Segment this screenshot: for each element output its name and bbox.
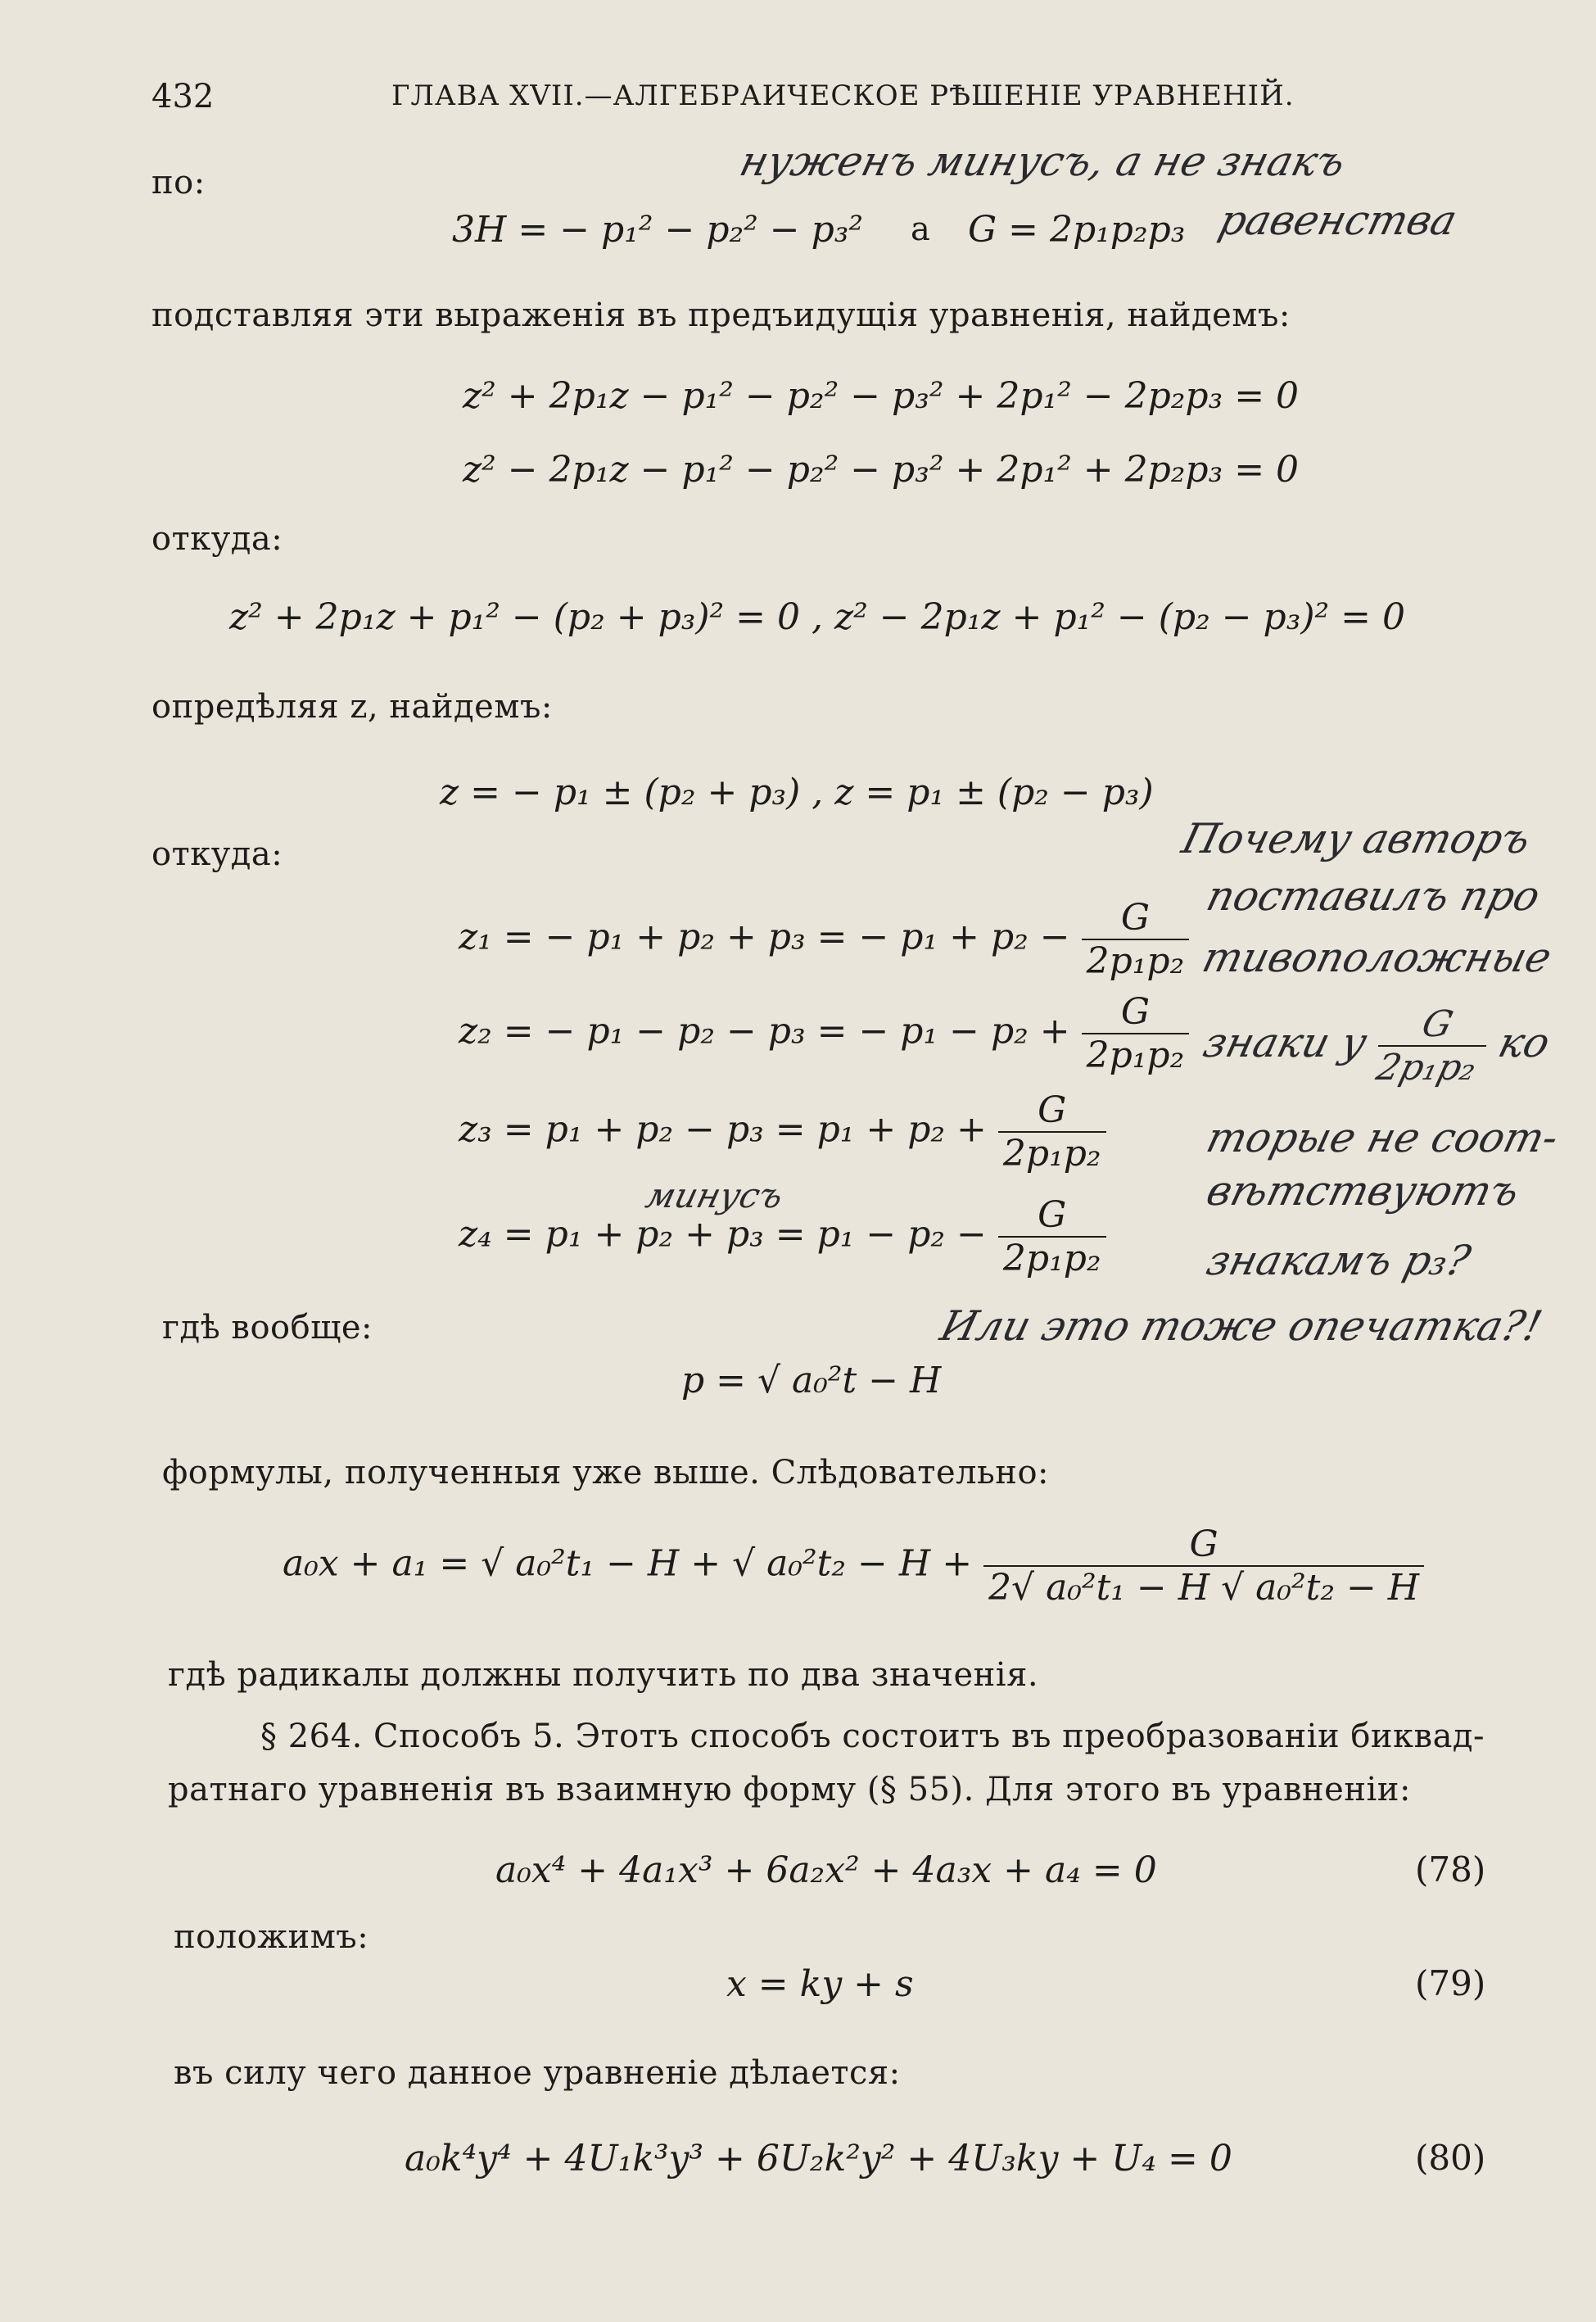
z4-fraction-num: G [998, 1194, 1106, 1238]
equation-main-left: a₀x + a₁ = √ a₀²t₁ − H + √ a₀²t₂ − H + [283, 1542, 973, 1585]
equation-a2: z² − 2p₁z − p₁² − p₂² − p₃² + 2p₁² + 2p₂p₃ = 0 [463, 449, 1300, 491]
text-a: а [911, 210, 931, 248]
z1-fraction [1082, 897, 1190, 982]
equation-main-num: G [983, 1523, 1424, 1567]
equation-80-number: (80) [1415, 2138, 1486, 2178]
equation-z3 [459, 1089, 1106, 1175]
margin-note-line-4-text: знаки у [1198, 1019, 1372, 1066]
margin-note-line-5: торые не соот- [1201, 1114, 1563, 1161]
page-number: 432 [151, 78, 215, 115]
equation-c: z = − p₁ ± (p₂ + p₃) , z = p₁ ± (p₂ − p₃) [440, 772, 1154, 813]
text-put: положимъ: [174, 1918, 369, 1956]
equation-main-den: 2√ a₀²t₁ − H √ a₀²t₂ − H [988, 1567, 1420, 1609]
z4-text: z₄ = p₁ + p₂ + p₃ = p₁ − p₂ − [459, 1213, 987, 1256]
z1-fraction-den: 2p₁p₂ [1086, 940, 1185, 982]
equation-79: x = ky + s [726, 1963, 914, 2005]
margin-note-line-4 [1193, 1003, 1558, 1089]
equation-78-number: (78) [1415, 1849, 1486, 1890]
text-whence-2: откуда: [151, 835, 283, 873]
z3-fraction-num: G [998, 1089, 1106, 1133]
handwritten-note-top-cont: равенства [1214, 197, 1463, 244]
text-section-264-cont: ратнаго уравненія въ взаимную форму (§ 55). Для этого въ уравненіи: [168, 1771, 1411, 1808]
text-radicals: гдѣ радикалы должны получить по два значенія. [168, 1656, 1039, 1694]
z3-fraction-den: 2p₁p₂ [1002, 1133, 1101, 1175]
z2-text: z₂ = − p₁ − p₂ − p₃ = − p₁ − p₂ + [459, 1010, 1070, 1052]
equation-z2 [459, 991, 1189, 1076]
equation-a1: z² + 2p₁z − p₁² − p₂² − p₃² + 2p₁² − 2p₂p₃ = 0 [463, 375, 1300, 417]
text-determining: опредѣляя z, найдемъ: [151, 688, 553, 726]
margin-note-line-1: Почему авторъ [1177, 815, 1535, 862]
handwritten-note-top: нуженъ минусъ, а не знакъ [735, 138, 1350, 185]
text-section-264: § 264. Способъ 5. Этотъ способъ состоитъ въ преобразованіи биквад- [260, 1718, 1485, 1755]
margin-note-fraction-den: 2p₁p₂ [1372, 1047, 1481, 1089]
z4-fraction [998, 1194, 1106, 1279]
text-by-virtue: въ силу чего данное уравненіе дѣлается: [174, 2054, 901, 2092]
z3-fraction [998, 1089, 1106, 1175]
equation-79-number: (79) [1415, 1963, 1486, 2003]
text-where-general: гдѣ вообще: [162, 1309, 373, 1347]
equation-80: a₀k⁴y⁴ + 4U₁k³y³ + 6U₂k²y² + 4U₃ky + U₄ = 0 [405, 2138, 1232, 2179]
z2-fraction-num: G [1082, 991, 1190, 1034]
equation-78: a₀x⁴ + 4a₁x³ + 6a₂x² + 4a₃x + a₄ = 0 [495, 1849, 1157, 1891]
text-whence-1: откуда: [151, 520, 283, 558]
equation-H: 3H = − p₁² − p₂² − p₃² [452, 209, 864, 251]
text-substituting: подставляя эти выраженія въ предъидущія уравненія, найдемъ: [151, 296, 1291, 334]
equation-z1 [459, 897, 1189, 982]
handwritten-minus-above-z4: минусъ [641, 1175, 788, 1215]
margin-note-fraction [1368, 1003, 1497, 1089]
running-title: ГЛАВА XVII.—АЛГЕБРАИЧЕСКОЕ РѢШЕНІЕ УРАВНЕНІЙ. [391, 79, 1295, 112]
equation-G: G = 2p₁p₂p₃ [968, 209, 1186, 251]
text-formulas-above: формулы, полученныя уже выше. Слѣдовательно: [162, 1454, 1050, 1491]
equation-main-fraction [983, 1523, 1424, 1609]
z2-fraction [1082, 991, 1190, 1076]
z1-text: z₁ = − p₁ + p₂ + p₃ = − p₁ + p₂ − [459, 916, 1070, 958]
margin-note-line-4b: ко [1494, 1019, 1555, 1066]
z1-fraction-num: G [1082, 897, 1190, 940]
equation-z4 [459, 1194, 1106, 1279]
margin-note-line-3: тивоположные [1197, 934, 1557, 981]
z3-text: z₃ = p₁ + p₂ − p₃ = p₁ + p₂ + [459, 1108, 987, 1151]
z4-fraction-den: 2p₁p₂ [1002, 1238, 1101, 1279]
margin-note-line-7: знакамъ p₃? [1201, 1237, 1476, 1284]
z2-fraction-den: 2p₁p₂ [1086, 1034, 1185, 1076]
margin-note-line-2: поставилъ про [1201, 872, 1545, 920]
margin-note-line-6: вѣтствуютъ [1201, 1167, 1525, 1215]
equation-main [283, 1523, 1424, 1609]
text-no: по: [151, 164, 206, 201]
equation-b: z² + 2p₁z + p₁² − (p₂ + p₃)² = 0 , z² − 2p₁z + p₁² − (p₂ − p₃)² = 0 [229, 596, 1405, 638]
margin-note-fraction-num: G [1378, 1003, 1497, 1047]
equation-p: p = √ a₀²t − H [681, 1360, 942, 1401]
margin-note-line-8: Или это тоже опечатка?! [935, 1302, 1547, 1350]
